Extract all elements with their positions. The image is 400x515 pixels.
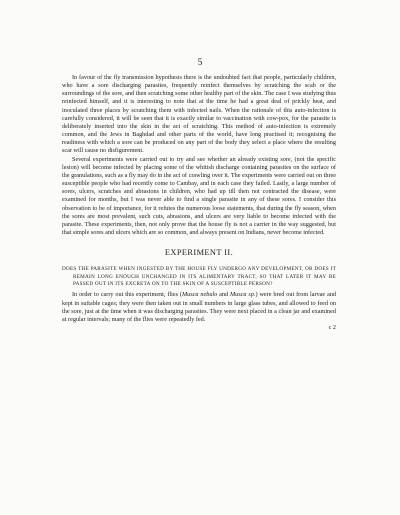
experiment-question bbox=[62, 266, 336, 288]
paragraph-fly-hypothesis: In favour of the fly transmission hypothesis there is the undoubted fact that people, particularly children, who have a sore discharging parasites, frequently reinfect themselves by scratching the scab or the surroundings of the sore, and then scratching some other healthy part of the skin. The case I was studying thus reinfected himself, and it is interesting to note that at the time he had a great deal of prickly heat, and inoculated three places by scratching them with infected nails. When the rationale of this auto-infection is carefully considered, it will be seen that it is exactly similar to vaccination with cow-pox, for the parasite is deliberately inserted into the skin in the act of scratching. This method of auto-infection is extremely common, and the Jews in Baghdad and other parts of the world, have long practised it; recognising the readiness with which a sore can be produced on any part of the body they select a place where the resulting scar will cause no disfigurement. bbox=[62, 74, 336, 155]
method-text-rest: ) were bred out from larvae and kept in suitable cages; they were then taken out in small numbers in large glass tubes, and allowed to feed on the sore, just at the time when it was discharging parasites. They were next placed in a clean jar and examined at regular intervals; many of the flies were repeatedly fed. bbox=[62, 291, 337, 323]
page-number: 5 bbox=[197, 58, 203, 68]
paragraph-experiment-method bbox=[62, 291, 336, 324]
signature-mark: c 2 bbox=[328, 323, 336, 331]
section-heading: EXPERIMENT II. bbox=[164, 248, 234, 258]
paragraph-sore-experiments: Several experiments were carried out to try and see whether an already existing sore, (not the specific lesion) will become infected by placing some of the whitish discharge containing parasites on the surface of the granulations, such as a fly may do in the act of crawling over it. The experiments were carried out on three susceptible people who had recently come to Cambay, and in each case they failed. Lastly, a large number of sores, ulcers, scratches and abrasions in children, who had up till then not contracted the disease, were examined for months, but I was never able to find a single parasite in any of these sores. I consider this observation to be of importance, for it refutes the numerous loose statements, that during the fly season, when the sores are most prevalent, such cuts, abrasions, and ulcers are very liable to become infected with the parasite. These experiments, then, not only prove that the house fly is not a carrier in the way suggested, but that simple sores and ulcers which are so common, and always present on Indians, never become infected. bbox=[62, 155, 336, 236]
species-name-2: Musca sp. bbox=[230, 291, 256, 299]
method-text-lead: In order to carry out this experiment, flies ( bbox=[72, 291, 182, 299]
experiment-question-text: DOES THE PARASITE WHEN INGESTED BY THE HOUSE FLY UNDERGO ANY DEVELOPMENT, OR DOES IT REMAIN LONG ENOUGH UNCHANGED IN ITS ALIMENTARY TRACT, SO THAT LATER IT MAY BE PASSED OUT IN ITS EXCRETA ON TO THE SKIN OF A SUSCEPTIBLE PERSON? bbox=[62, 266, 336, 287]
species-name-1: Musca nebulo bbox=[181, 291, 218, 299]
body-text bbox=[62, 74, 336, 331]
method-text-and: and bbox=[217, 291, 230, 299]
